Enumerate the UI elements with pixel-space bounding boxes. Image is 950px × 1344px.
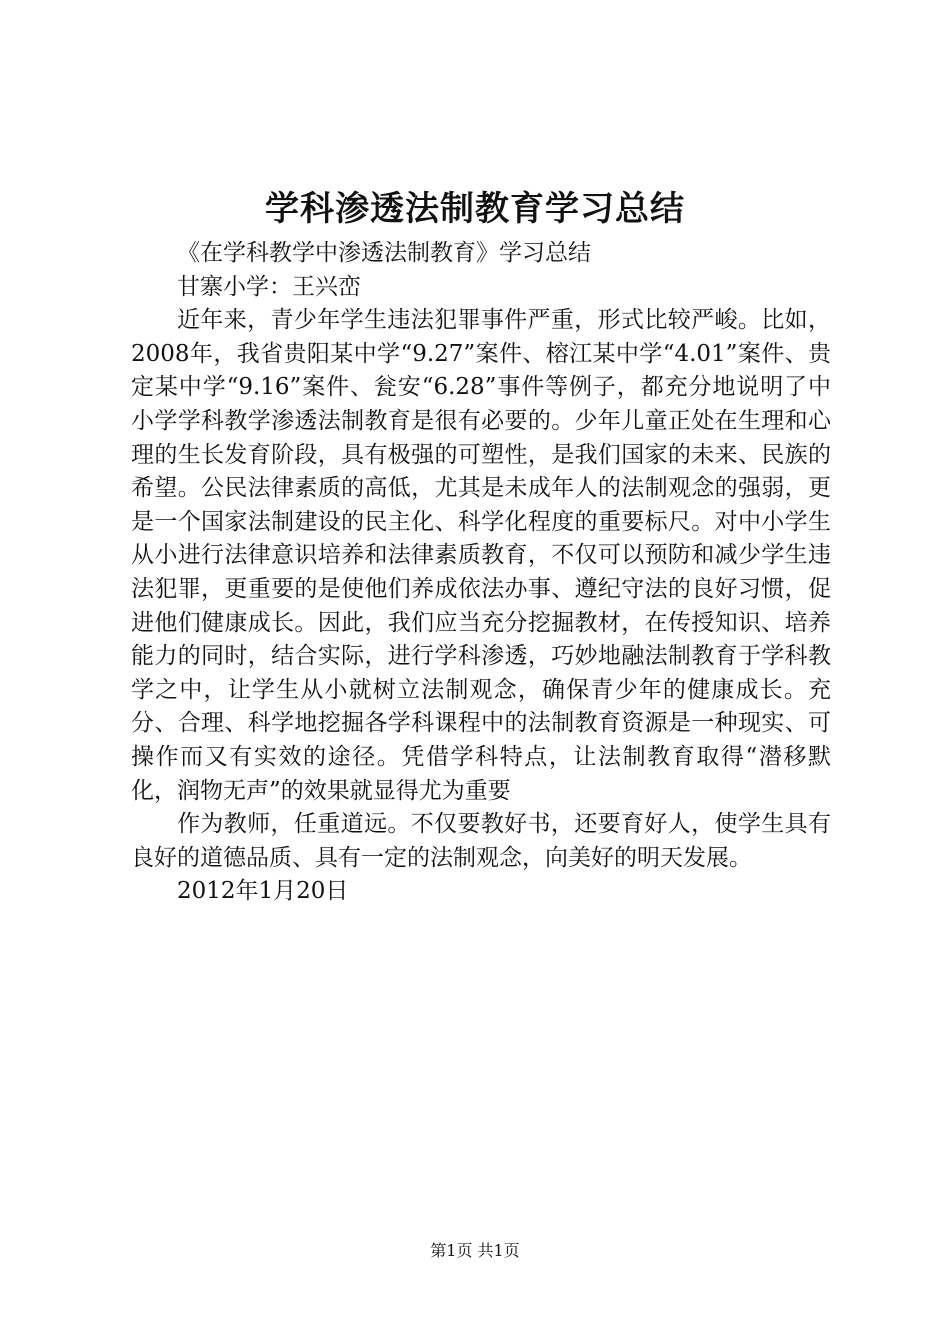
- document-subtitle: 《在学科教学中渗透法制教育》学习总结: [177, 240, 591, 266]
- document-author: 甘寨小学：王兴峦: [177, 273, 361, 300]
- body-paragraph-2: 作为教师，任重道远。不仅要教好书，还要育好人，使学生具有良好的道德品质、具有一定的法制观念，向美好的明天发展。: [131, 811, 831, 871]
- document-body: [131, 237, 831, 909]
- body-paragraph-1: 近年来，青少年学生违法犯罪事件严重，形式比较严峻。比如，2008年，我省贵阳某中学“9.27”案件、榕江某中学“4.01”案件、贵定某中学“9.16”案件、瓮安“6.28”事件等例子，都充分地说明了中小学学科教学渗透法制教育是很有必要的。少年儿童正处在生理和心理的生长发育阶段，具有极强的可塑性，是我们国家的未来、民族的希望。公民法律素质的高低，尤其是未成年人的法制观念的强弱，更是一个国家法制建设的民主化、科学化程度的重要标尺。对中小学生从小进行法律意识培养和法律素质教育，不仅可以预防和减少学生违法犯罪，更重要的是使他们养成依法办事、遵纪守法的良好习惯，促进他们健康成长。因此，我们应当充分挖掘教材，在传授知识、培养能力的同时，结合实际，进行学科渗透，巧妙地融法制教育于学科教学之中，让学生从小就树立法制观念，确保青少年的健康成长。充分、合理、科学地挖掘各学科课程中的法制教育资源是一种现实、可操作而又有实效的途径。凭借学科特点，让法制教育取得“潜移默化，润物无声”的效果就显得尤为重要: [131, 307, 831, 804]
- page-footer: 第1页 共1页: [430, 1241, 520, 1260]
- document-title: 学科渗透法制教育学习总结: [265, 189, 685, 229]
- document-date: 2012年1月20日: [177, 878, 349, 905]
